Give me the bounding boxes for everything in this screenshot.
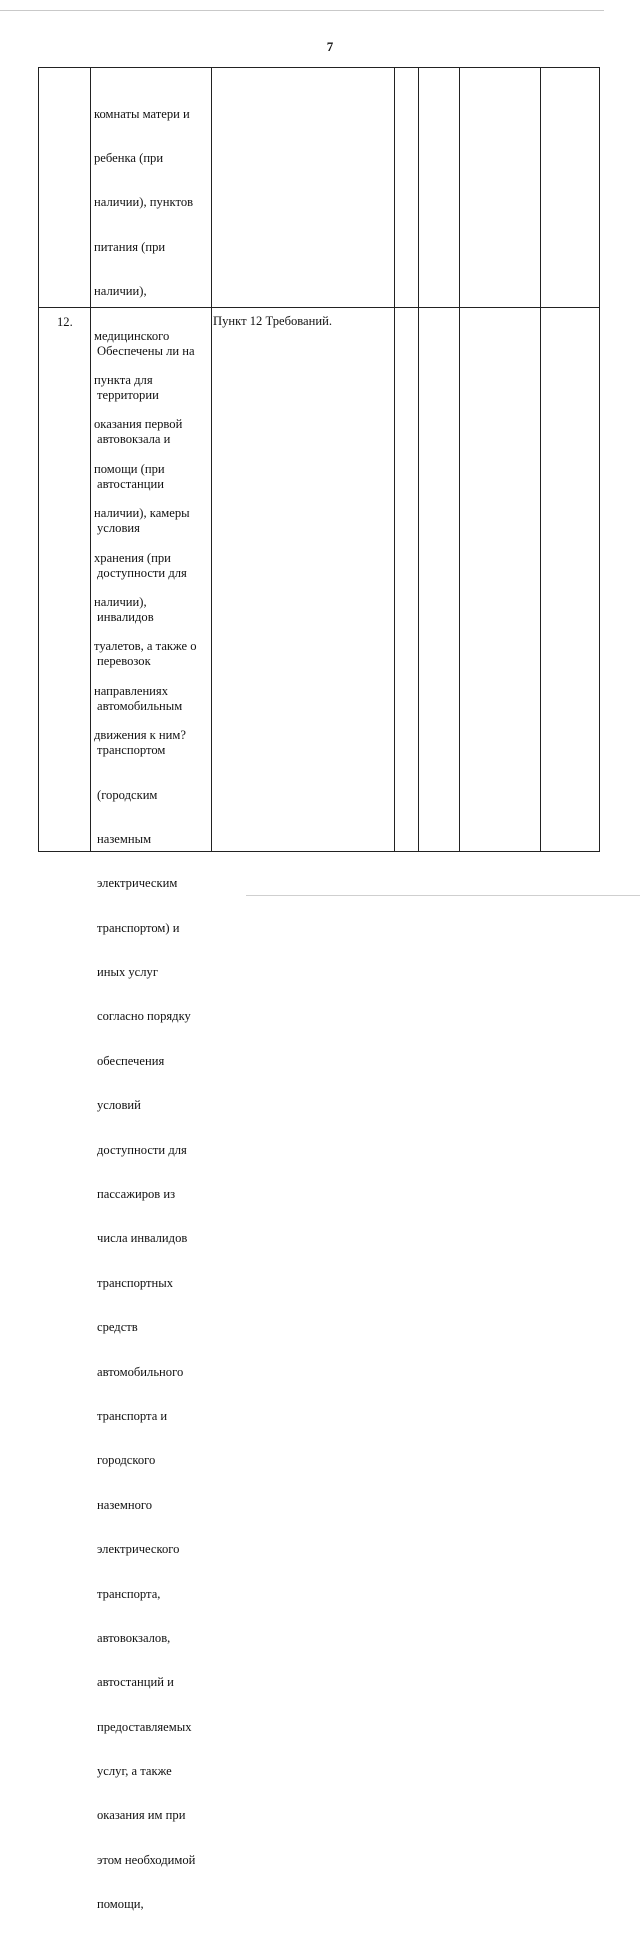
question-line: обеспечения xyxy=(97,1053,165,1068)
question-line: электрического xyxy=(97,1542,180,1557)
question-line: доступности для xyxy=(97,565,187,580)
question-line: (городским xyxy=(97,787,158,802)
table-left-border xyxy=(38,67,39,851)
question-text xyxy=(97,314,195,1942)
question-line: согласно порядку xyxy=(97,1009,191,1024)
question-line: транспорта, xyxy=(97,1586,161,1601)
question-line: доступности для xyxy=(97,1142,187,1157)
question-line: движения к ним? xyxy=(94,728,186,743)
column-divider-yes xyxy=(418,67,419,851)
question-line: иных услуг xyxy=(97,965,159,980)
question-line: наличии), xyxy=(94,284,147,299)
row-number: 12. xyxy=(57,315,73,329)
question-line: комнаты матери и xyxy=(94,106,190,121)
question-line: оказания первой xyxy=(94,417,183,432)
question-line: наличии), камеры xyxy=(94,506,190,521)
question-line: наличии), xyxy=(94,594,147,609)
question-line: наземного xyxy=(97,1497,153,1512)
question-line: автостанций и xyxy=(97,1675,174,1690)
question-line: Обеспечены ли на xyxy=(97,343,195,358)
question-line: автомобильным xyxy=(97,698,183,713)
question-line: транспорта и xyxy=(97,1408,168,1423)
question-line: предоставляемых xyxy=(97,1719,192,1734)
question-line: услуг, а также xyxy=(97,1764,172,1779)
question-line: транспортом xyxy=(97,743,166,758)
question-line: инвалидов xyxy=(97,609,154,624)
column-divider-no xyxy=(459,67,460,851)
question-line: числа инвалидов xyxy=(97,1231,188,1246)
column-divider-na xyxy=(540,67,541,851)
question-line: средств xyxy=(97,1320,138,1335)
scan-edge-bottom xyxy=(246,895,640,896)
column-divider-question xyxy=(211,67,212,851)
question-line: автомобильного xyxy=(97,1364,184,1379)
reference-text: Пункт 12 Требований. xyxy=(213,314,333,328)
column-divider-reference xyxy=(394,67,395,851)
question-line: помощи (при xyxy=(94,461,165,476)
question-line: пассажиров из xyxy=(97,1187,176,1202)
page-number: 7 xyxy=(326,39,334,54)
table-right-border xyxy=(599,67,600,851)
question-line: наземным xyxy=(97,831,152,846)
column-divider-number xyxy=(90,67,91,851)
question-line: питания (при xyxy=(94,239,166,254)
question-line: наличии), пунктов xyxy=(94,195,194,210)
question-line: условий xyxy=(97,1098,141,1113)
question-line: автостанции xyxy=(97,476,164,491)
question-line: оказания им при xyxy=(97,1808,186,1823)
question-line: автовокзалов, xyxy=(97,1630,171,1645)
question-line: перевозок xyxy=(97,654,151,669)
question-line: пункта для xyxy=(94,372,153,387)
question-line: медицинского xyxy=(94,328,170,343)
question-line: городского xyxy=(97,1453,156,1468)
question-line: транспортных xyxy=(97,1275,174,1290)
question-line: хранения (при xyxy=(94,550,171,565)
question-line: этом необходимой xyxy=(97,1852,196,1867)
question-line: территории xyxy=(97,387,159,402)
question-line: электрическим xyxy=(97,876,178,891)
question-line: туалетов, а также о xyxy=(94,639,197,654)
question-line: ребенка (при xyxy=(94,150,164,165)
question-line: транспортом) и xyxy=(97,920,180,935)
scan-edge-top xyxy=(0,10,604,11)
question-line: направлениях xyxy=(94,683,169,698)
question-line: помощи, xyxy=(97,1897,144,1912)
question-line: автовокзала и xyxy=(97,432,171,447)
table-top-border xyxy=(38,67,600,68)
question-line: условия xyxy=(97,521,140,536)
